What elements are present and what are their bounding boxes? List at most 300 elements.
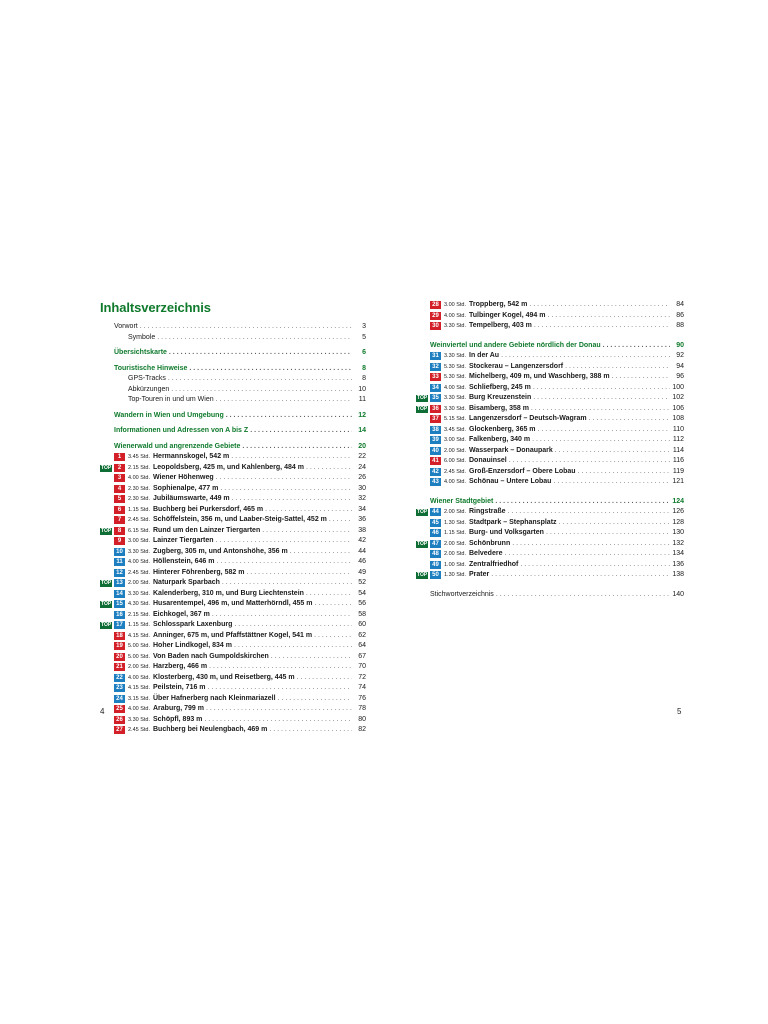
- index-entry: [416, 590, 684, 601]
- leader-dots: [169, 348, 352, 359]
- tour-title: Groß-Enzersdorf – Obere Lobau: [469, 467, 576, 475]
- leader-dots: [529, 300, 670, 311]
- tour-row[interactable]: [416, 467, 684, 478]
- tour-row[interactable]: [416, 321, 684, 332]
- toc-entry[interactable]: [100, 322, 366, 333]
- tour-title: Klosterberg, 430 m, und Reisetberg, 445 m: [153, 673, 295, 681]
- tour-number-badge: 25: [114, 705, 125, 713]
- tour-number-badge: 13: [114, 579, 125, 587]
- toc-entry[interactable]: [100, 426, 366, 437]
- tour-row[interactable]: [416, 539, 684, 550]
- tour-duration: 4.15 Std.: [128, 685, 151, 691]
- tour-page: 130: [672, 529, 684, 536]
- tour-duration: 1.15 Std.: [128, 622, 151, 628]
- leader-dots: [246, 568, 352, 579]
- tour-page: 46: [358, 558, 366, 565]
- toc-entry[interactable]: [100, 348, 366, 359]
- leader-dots: [157, 333, 352, 344]
- tour-row[interactable]: [416, 383, 684, 394]
- toc-entry-page: 12: [358, 411, 366, 419]
- tour-row[interactable]: [416, 570, 684, 581]
- tour-page: 121: [672, 478, 684, 485]
- tour-page: 78: [358, 705, 366, 712]
- tour-duration: 3.30 Std.: [128, 590, 151, 597]
- tour-page: 34: [358, 505, 366, 513]
- top-badge: TOP: [101, 464, 112, 471]
- tour-duration: 1.00 Std.: [444, 561, 467, 568]
- tour-duration: 4.15 Std.: [128, 632, 151, 639]
- top-badge: TOP: [417, 540, 428, 547]
- section-heading[interactable]: [416, 341, 684, 352]
- tour-row[interactable]: [416, 351, 684, 362]
- leader-dots: [534, 321, 670, 332]
- tour-page: 42: [358, 537, 366, 544]
- tour-duration: 1.30 Std.: [444, 519, 467, 526]
- top-badge: TOP: [417, 509, 428, 515]
- tour-row[interactable]: [416, 362, 684, 373]
- leader-dots: [538, 425, 670, 436]
- tour-row[interactable]: [100, 589, 366, 600]
- tour-page: 32: [358, 495, 366, 502]
- tour-row[interactable]: [416, 446, 684, 457]
- tour-page: 36: [358, 516, 366, 523]
- leader-dots: [504, 549, 670, 560]
- tour-row[interactable]: [416, 528, 684, 539]
- tour-duration: 5.00 Std.: [128, 643, 151, 649]
- tour-row[interactable]: [100, 683, 366, 694]
- leader-dots: [265, 505, 352, 516]
- tour-row[interactable]: [100, 578, 366, 589]
- tour-duration: 2.00 Std.: [444, 551, 467, 557]
- tour-number-badge: 4: [114, 485, 125, 493]
- tour-page: 132: [672, 539, 684, 547]
- tour-title: Belvedere: [469, 550, 503, 557]
- tour-duration: 3.00 Std.: [444, 437, 467, 443]
- tour-row[interactable]: [100, 652, 366, 663]
- leader-dots: [533, 383, 670, 394]
- top-badge: TOP: [101, 527, 112, 534]
- tour-number-badge: 16: [114, 611, 125, 619]
- tour-row[interactable]: [416, 477, 684, 488]
- section-label: Weinviertel und andere Gebiete nördlich der Donau: [430, 341, 601, 349]
- leader-dots: [589, 414, 670, 425]
- section-weinviertel: [416, 341, 684, 352]
- tour-number-badge: 24: [114, 695, 125, 703]
- tour-number-badge: 34: [430, 384, 441, 392]
- tour-number-badge: 44: [430, 508, 441, 516]
- tour-row[interactable]: [100, 557, 366, 568]
- tour-title: Buchberg bei Purkersdorf, 465 m: [153, 505, 264, 513]
- tour-row[interactable]: [100, 505, 366, 516]
- tour-row[interactable]: [416, 456, 684, 467]
- leader-dots: [501, 351, 670, 362]
- toc-entry-label: Stichwortverzeichnis: [430, 590, 494, 598]
- tour-page: 134: [672, 550, 684, 557]
- tour-title: Prater: [469, 571, 490, 578]
- tour-duration: 2.15 Std.: [128, 611, 151, 618]
- tour-page: 64: [358, 642, 366, 649]
- top-cell: [100, 599, 114, 610]
- leader-dots: [232, 494, 352, 505]
- tour-title: Stadtpark – Stephansplatz: [469, 518, 557, 526]
- tour-page: 76: [358, 694, 366, 702]
- section-heading[interactable]: [100, 442, 366, 453]
- tour-page: 84: [676, 301, 684, 308]
- leader-dots: [603, 341, 670, 352]
- section-label: Wiener Stadtgebiet: [430, 497, 494, 505]
- tour-number-badge: 19: [114, 642, 125, 650]
- toc-entry-label: Symbole: [128, 333, 156, 341]
- tour-page: 30: [358, 484, 366, 492]
- tour-page: 56: [358, 600, 366, 607]
- tour-number-badge: 27: [114, 726, 125, 734]
- tour-page: 24: [358, 463, 366, 471]
- leader-dots: [204, 715, 352, 726]
- tour-page: 92: [676, 352, 684, 359]
- tour-row[interactable]: [416, 549, 684, 560]
- leader-dots: [329, 515, 352, 526]
- tour-title: Tempelberg, 403 m: [469, 322, 532, 329]
- top-cell: [100, 578, 114, 589]
- toc-entry-page: 8: [362, 364, 366, 372]
- toc-entry-page: 14: [358, 427, 366, 434]
- tour-duration: 3.00 Std.: [128, 538, 151, 544]
- tour-duration: 5.30 Std.: [444, 374, 467, 380]
- leader-dots: [222, 578, 352, 589]
- tour-title: Michelberg, 409 m, und Waschberg, 388 m: [469, 373, 610, 380]
- tour-page: 38: [358, 526, 366, 534]
- tour-title: Eichkogel, 367 m: [153, 610, 210, 618]
- tour-title: Husarentempel, 496 m, und Matterhörndl, 455 m: [153, 600, 313, 607]
- tour-row[interactable]: [100, 620, 366, 631]
- leader-dots: [314, 631, 352, 642]
- tour-number-badge: 45: [430, 519, 441, 527]
- leader-dots: [559, 518, 670, 529]
- leader-dots: [216, 473, 352, 484]
- tour-number-badge: 22: [114, 674, 125, 682]
- tour-page: 74: [358, 684, 366, 691]
- tour-list-stadtgebiet: [416, 507, 684, 581]
- tour-page: 26: [358, 474, 366, 481]
- tour-duration: 4.00 Std.: [128, 674, 151, 681]
- toc-entry-page: 5: [362, 333, 366, 341]
- page-number-left: 4: [100, 707, 105, 716]
- tour-title: Lainzer Tiergarten: [153, 537, 214, 544]
- tour-duration: 4.00 Std.: [128, 475, 151, 481]
- toc-entry-page: 8: [362, 375, 366, 382]
- leader-dots: [216, 557, 352, 568]
- tour-duration: 2.00 Std.: [444, 509, 467, 515]
- tour-number-badge: 26: [114, 716, 125, 724]
- tour-page: 86: [676, 311, 684, 319]
- right-page: [416, 300, 684, 600]
- tour-page: 58: [358, 610, 366, 618]
- top-cell: [416, 539, 430, 550]
- toc-entry[interactable]: [100, 333, 366, 344]
- toc-entry-label: Wandern in Wien und Umgebung: [114, 411, 224, 419]
- tour-row[interactable]: [100, 641, 366, 652]
- tour-row[interactable]: [100, 463, 366, 474]
- leader-dots: [306, 463, 352, 474]
- tour-duration: 2.00 Std.: [444, 540, 467, 547]
- tour-page: 22: [358, 453, 366, 460]
- tour-row[interactable]: [416, 414, 684, 425]
- leader-dots: [531, 404, 670, 415]
- leader-dots: [495, 497, 670, 508]
- tour-row[interactable]: [100, 704, 366, 715]
- tour-duration: 2.30 Std.: [128, 496, 151, 502]
- tour-duration: 4.00 Std.: [444, 479, 467, 485]
- tour-row[interactable]: [416, 507, 684, 518]
- tour-row[interactable]: [416, 560, 684, 571]
- top-cell: [100, 526, 114, 537]
- section-page: 124: [672, 497, 684, 505]
- tour-title: Zentralfriedhof: [469, 560, 519, 568]
- tour-row[interactable]: [100, 673, 366, 684]
- tour-duration: 5.00 Std.: [128, 653, 151, 660]
- leader-dots: [212, 610, 352, 621]
- toc-entry[interactable]: [100, 395, 366, 406]
- tour-page: 72: [358, 673, 366, 681]
- tour-title: Sophienalpe, 477 m: [153, 484, 219, 492]
- tour-title: Ringstraße: [469, 508, 506, 515]
- tour-number-badge: 47: [430, 540, 441, 548]
- leader-dots: [271, 652, 352, 663]
- tour-number-badge: 36: [430, 405, 441, 413]
- tour-title: Peilstein, 716 m: [153, 684, 206, 691]
- tour-duration: 3.30 Std.: [444, 405, 467, 412]
- tour-title: Höllenstein, 646 m: [153, 558, 215, 565]
- tour-title: Zugberg, 305 m, und Antonshöhe, 356 m: [153, 547, 288, 555]
- tour-duration: 3.45 Std.: [128, 454, 151, 460]
- tour-duration: 3.00 Std.: [444, 302, 467, 308]
- tour-row[interactable]: [100, 494, 366, 505]
- toc-entry-label: Übersichtskarte: [114, 349, 167, 356]
- tour-page: 138: [672, 571, 684, 578]
- tour-row[interactable]: [416, 372, 684, 383]
- tour-row[interactable]: [100, 715, 366, 726]
- tour-duration: 4.00 Std.: [128, 559, 151, 565]
- tour-row[interactable]: [100, 662, 366, 673]
- toc-entry[interactable]: [100, 374, 366, 385]
- tour-duration: 2.45 Std.: [128, 727, 151, 733]
- tour-duration: 3.30 Std.: [444, 395, 467, 401]
- tour-row[interactable]: [416, 300, 684, 311]
- leader-dots: [208, 683, 352, 694]
- tour-title: Schönbrunn: [469, 539, 511, 547]
- top-badge: TOP: [417, 395, 428, 401]
- toc-entry-label: Top-Touren in und um Wien: [128, 396, 214, 403]
- leader-dots: [216, 395, 352, 406]
- tour-row[interactable]: [100, 599, 366, 610]
- tour-title: Stockerau – Langenzersdorf: [469, 362, 564, 370]
- leader-dots: [242, 442, 352, 453]
- top-badge: TOP: [101, 622, 112, 628]
- tour-number-badge: 8: [114, 527, 125, 535]
- tour-page: 110: [672, 425, 684, 433]
- leader-dots: [578, 467, 670, 478]
- tour-row[interactable]: [100, 631, 366, 642]
- toc-entry[interactable]: [100, 411, 366, 422]
- tour-row[interactable]: [416, 518, 684, 529]
- tour-number-badge: 29: [430, 312, 441, 320]
- tour-title: Anninger, 675 m, und Pfaffstättner Kogel, 541 m: [153, 631, 313, 639]
- tour-duration: 3.45 Std.: [444, 426, 467, 433]
- tour-row[interactable]: [416, 425, 684, 436]
- leader-dots: [226, 411, 352, 422]
- tour-page: 67: [358, 652, 366, 660]
- tour-page: 106: [672, 404, 684, 412]
- tour-number-badge: 5: [114, 495, 125, 503]
- tour-row[interactable]: [100, 484, 366, 495]
- tour-duration: 4.00 Std.: [444, 312, 467, 319]
- tour-duration: 3.30 Std.: [444, 323, 467, 329]
- leader-dots: [234, 620, 352, 631]
- tour-page: 100: [672, 383, 684, 391]
- tour-row[interactable]: [416, 404, 684, 415]
- tour-number-badge: 33: [430, 373, 441, 381]
- toc-entry[interactable]: [416, 590, 684, 601]
- tour-title: Harzberg, 466 m: [153, 663, 208, 670]
- leader-dots: [290, 547, 352, 558]
- tour-page: 116: [672, 457, 684, 464]
- tour-title: Troppberg, 542 m: [469, 301, 528, 308]
- tour-row[interactable]: [100, 473, 366, 484]
- tour-number-badge: 21: [114, 663, 125, 671]
- section-page: 20: [358, 442, 366, 450]
- tour-duration: 6.00 Std.: [444, 458, 467, 464]
- tour-list-weinviertel: [416, 351, 684, 488]
- tour-row[interactable]: [100, 452, 366, 463]
- leader-dots: [140, 322, 352, 333]
- tour-number-badge: 7: [114, 516, 125, 524]
- top-cell: [416, 507, 430, 518]
- tour-duration: 2.00 Std.: [128, 664, 151, 670]
- tour-row[interactable]: [100, 725, 366, 736]
- tour-title: Schöffelstein, 356 m, und Laaber-Steig-Sattel, 452 m: [153, 516, 327, 523]
- tour-duration: 2.15 Std.: [128, 464, 151, 471]
- tour-number-badge: 37: [430, 415, 441, 423]
- leader-dots: [533, 393, 670, 404]
- leader-dots: [209, 662, 352, 673]
- tour-duration: 2.45 Std.: [128, 569, 151, 576]
- tour-row[interactable]: [100, 536, 366, 547]
- tour-number-badge: 20: [114, 653, 125, 661]
- leader-dots: [306, 589, 352, 600]
- tour-number-badge: 3: [114, 474, 125, 482]
- leader-dots: [206, 704, 352, 715]
- leader-dots: [496, 590, 670, 601]
- tour-duration: 2.00 Std.: [128, 580, 151, 586]
- top-cell: [416, 404, 430, 415]
- tour-duration: 2.45 Std.: [444, 468, 467, 475]
- tour-title: Langenzersdorf – Deutsch-Wagram: [469, 415, 587, 422]
- tour-title: Hermannskogel, 542 m: [153, 453, 230, 460]
- tour-title: Jubiläumswarte, 449 m: [153, 495, 230, 502]
- tour-row[interactable]: [100, 610, 366, 621]
- tour-page: 62: [358, 631, 366, 639]
- tour-duration: 5.15 Std.: [444, 416, 467, 422]
- tour-row[interactable]: [100, 694, 366, 705]
- tour-number-badge: 9: [114, 537, 125, 545]
- tour-number-badge: 31: [430, 352, 441, 360]
- tour-duration: 4.00 Std.: [128, 706, 151, 712]
- tour-row[interactable]: [100, 547, 366, 558]
- tour-number-badge: 23: [114, 684, 125, 692]
- tour-number-badge: 42: [430, 468, 441, 476]
- tour-number-badge: 30: [430, 322, 441, 330]
- tour-number-badge: 10: [114, 548, 125, 556]
- tour-page: 82: [358, 726, 366, 733]
- toc-entry[interactable]: [100, 385, 366, 396]
- leader-dots: [262, 526, 352, 537]
- tour-number-badge: 40: [430, 447, 441, 455]
- toc-entry[interactable]: [100, 364, 366, 375]
- tour-number-badge: 48: [430, 550, 441, 558]
- tour-duration: 3.15 Std.: [128, 695, 151, 702]
- tour-number-badge: 41: [430, 457, 441, 465]
- tour-page: 136: [672, 560, 684, 568]
- top-badge: TOP: [417, 572, 428, 578]
- tour-row[interactable]: [100, 568, 366, 579]
- left-page: [100, 300, 366, 736]
- tour-duration: 2.00 Std.: [444, 447, 467, 454]
- tour-number-badge: 49: [430, 561, 441, 569]
- tour-list-wienerwald: [100, 452, 366, 736]
- tour-page: 119: [672, 467, 684, 475]
- tour-number-badge: 43: [430, 478, 441, 486]
- leader-dots: [216, 536, 352, 547]
- tour-title: Wiener Höhenweg: [153, 474, 214, 481]
- tour-title: Schlosspark Laxenburg: [153, 621, 233, 628]
- tour-row[interactable]: [416, 311, 684, 322]
- section-label: Wienerwald und angrenzende Gebiete: [114, 442, 241, 450]
- leader-dots: [548, 311, 671, 322]
- tour-title: Von Baden nach Gumpoldskirchen: [153, 652, 269, 660]
- tour-number-badge: 32: [430, 363, 441, 371]
- tour-page: 70: [358, 663, 366, 670]
- tour-title: Araburg, 799 m: [153, 705, 204, 712]
- leader-dots: [278, 694, 352, 705]
- tour-row[interactable]: [100, 526, 366, 537]
- toc-entry-label: Abkürzungen: [128, 385, 170, 393]
- tour-number-badge: 11: [114, 558, 125, 566]
- section-heading[interactable]: [416, 497, 684, 508]
- tour-duration: 4.30 Std.: [128, 601, 151, 607]
- tour-number-badge: 17: [114, 621, 125, 629]
- tour-row[interactable]: [416, 393, 684, 404]
- tour-title: Schöpfl, 893 m: [153, 715, 203, 723]
- tour-row[interactable]: [100, 515, 366, 526]
- leader-dots: [315, 599, 353, 610]
- leader-dots: [612, 372, 670, 383]
- tour-number-badge: 39: [430, 436, 441, 444]
- leader-dots: [508, 507, 670, 518]
- tour-page: 94: [676, 362, 684, 370]
- tour-title: Über Hafnerberg nach Kleinmariazell: [153, 694, 276, 702]
- tour-title: Burg- und Volksgarten: [469, 529, 544, 536]
- toc-title: Inhaltsverzeichnis: [100, 300, 211, 315]
- tour-number-badge: 28: [430, 301, 441, 309]
- tour-row[interactable]: [416, 435, 684, 446]
- front-matter-list: [100, 322, 366, 437]
- leader-dots: [297, 673, 352, 684]
- tour-page: 128: [672, 518, 684, 526]
- tour-title: Tulbinger Kogel, 494 m: [469, 311, 546, 319]
- tour-duration: 2.45 Std.: [128, 517, 151, 523]
- tour-title: Rund um den Lainzer Tiergarten: [153, 526, 261, 534]
- leader-dots: [509, 456, 670, 467]
